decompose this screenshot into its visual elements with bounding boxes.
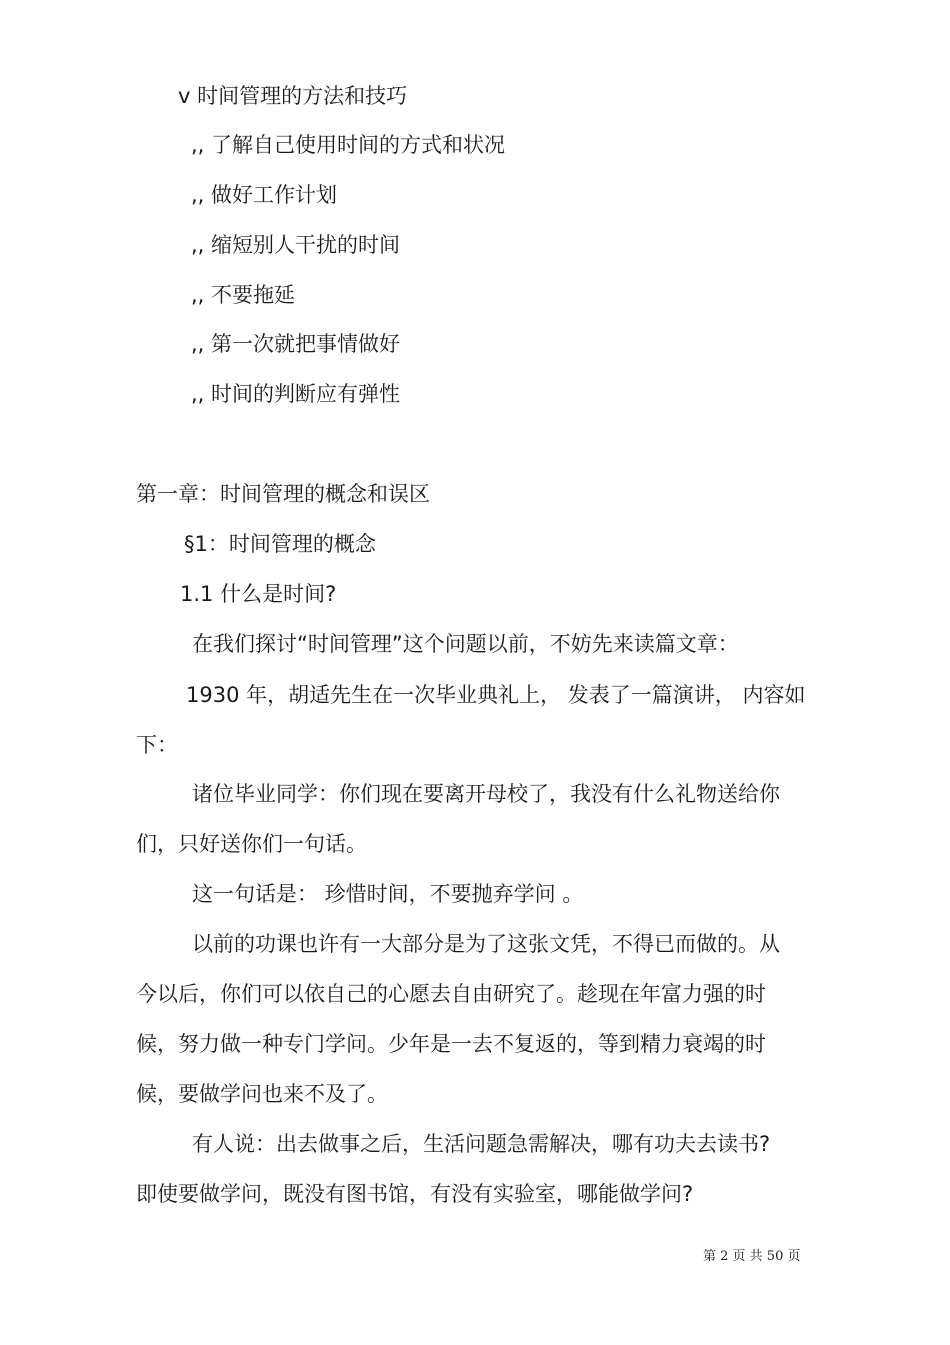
body-paragraph: 候，努力做一种专门学问。少年是一去不复返的，等到精力衰竭的时 bbox=[136, 1032, 766, 1056]
body-paragraph: 下： bbox=[136, 733, 178, 757]
body-paragraph: 在我们探讨“时间管理”这个问题以前，不妨先来读篇文章： bbox=[192, 632, 739, 656]
page-footer: 第 2 页 共 50 页 bbox=[703, 1249, 801, 1264]
outline-item: ,, 做好工作计划 bbox=[191, 183, 338, 207]
subsection-heading: 1.1 什么是时间? bbox=[180, 582, 337, 606]
chapter-heading: 第一章：时间管理的概念和误区 bbox=[136, 482, 430, 506]
body-paragraph: 们，只好送你们一句话。 bbox=[136, 832, 367, 856]
outline-item: ,, 不要拖延 bbox=[191, 283, 296, 307]
outline-item: ,, 第一次就把事情做好 bbox=[191, 332, 401, 356]
body-paragraph: 以前的功课也许有一大部分是为了这张文凭，不得已而做的。从 bbox=[192, 932, 780, 956]
outline-title: v 时间管理的方法和技巧 bbox=[178, 84, 408, 108]
body-paragraph: 诸位毕业同学：你们现在要离开母校了，我没有什么礼物送给你 bbox=[192, 782, 780, 806]
body-paragraph: 有人说：出去做事之后，生活问题急需解决，哪有功夫去读书? bbox=[192, 1132, 771, 1156]
section-heading: §1：时间管理的概念 bbox=[184, 532, 376, 556]
outline-item: ,, 了解自己使用时间的方式和状况 bbox=[191, 133, 506, 157]
outline-item: ,, 缩短别人干扰的时间 bbox=[191, 233, 401, 257]
outline-item: ,, 时间的判断应有弹性 bbox=[191, 382, 401, 406]
body-paragraph: 今以后，你们可以依自己的心愿去自由研究了。趁现在年富力强的时 bbox=[136, 982, 766, 1006]
body-paragraph: 候，要做学问也来不及了。 bbox=[136, 1082, 388, 1106]
body-paragraph: 即使要做学问，既没有图书馆，有没有实验室，哪能做学问? bbox=[136, 1182, 694, 1206]
body-paragraph: 这一句话是： 珍惜时间，不要抛弃学问 。 bbox=[192, 882, 584, 906]
body-paragraph: 1930 年，胡适先生在一次毕业典礼上， 发表了一篇演讲， 内容如 bbox=[186, 683, 806, 707]
